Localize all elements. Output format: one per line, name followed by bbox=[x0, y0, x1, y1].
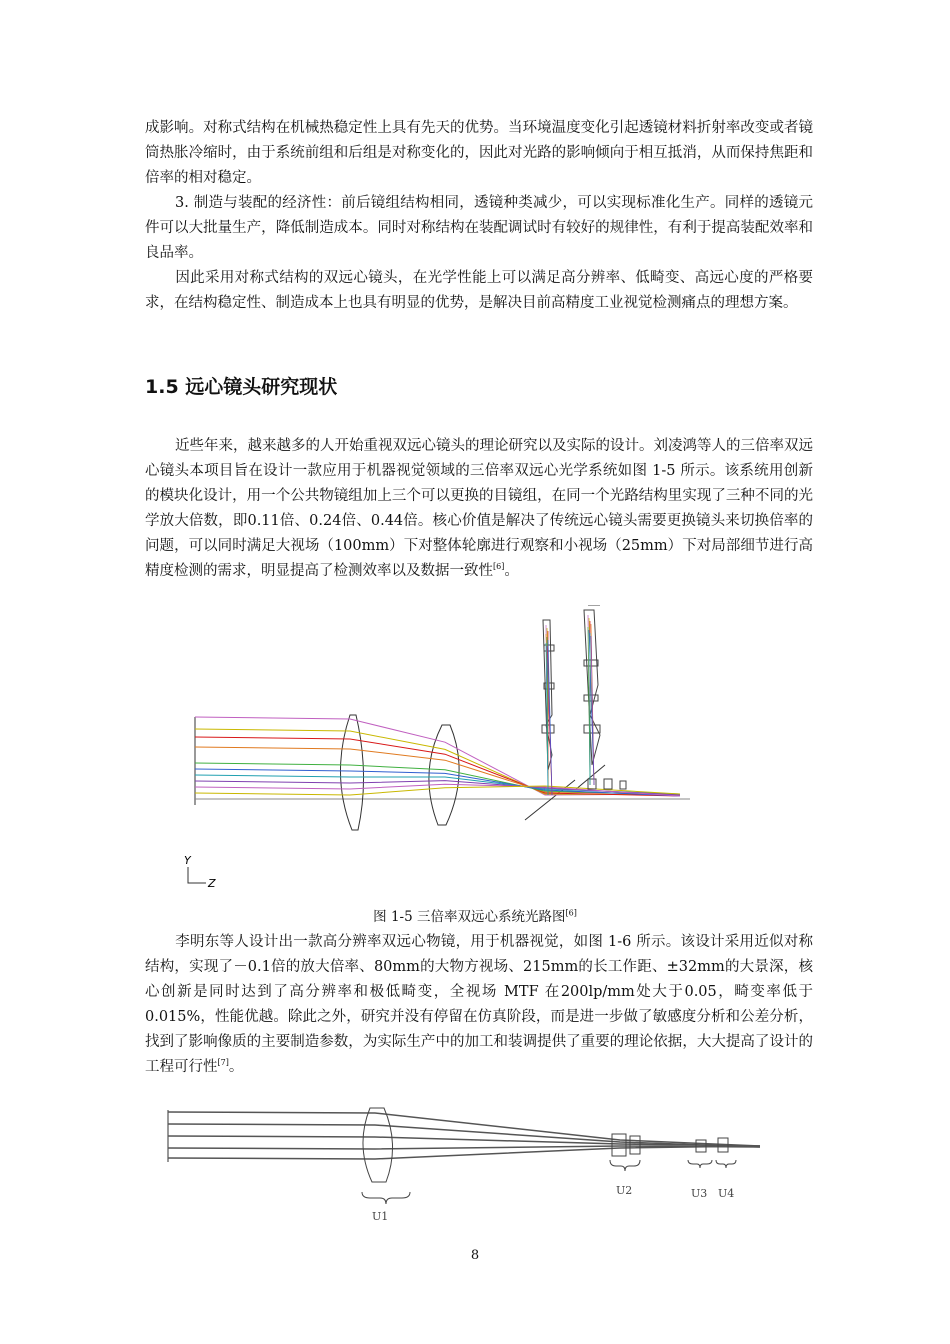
paragraph-manufacturing bbox=[145, 191, 813, 266]
lens-u1 bbox=[363, 1108, 393, 1182]
axis-corner bbox=[188, 867, 206, 883]
axis-y-label: Y bbox=[184, 854, 191, 867]
paragraph-research-2 bbox=[145, 930, 813, 1080]
figure-1-5-caption bbox=[0, 905, 950, 925]
section-heading: 1.5 远心镜头研究现状 bbox=[145, 376, 338, 398]
ray-line bbox=[195, 786, 680, 795]
brace-u4 bbox=[716, 1160, 736, 1168]
ray-line bbox=[195, 737, 680, 796]
lens-u2a bbox=[612, 1134, 626, 1156]
paragraph-conclusion-text: 因此采用对称式结构的双远心镜头，在光学性能上可以满足高分辨率、低畸变、高远心度的严格要求，在结构稳定性、制造成本上也具有明显的优势，是解决目前高精度工业视觉检测痛点的理想方案。 bbox=[145, 270, 813, 311]
ray-line bbox=[168, 1136, 760, 1146]
ray-lines bbox=[168, 1112, 760, 1159]
vertical-rays bbox=[546, 615, 594, 795]
figure-1-5-optical-path bbox=[180, 605, 700, 890]
ray-line bbox=[168, 1124, 760, 1147]
caption-text: 图 1-5 三倍率双远心系统光路图 bbox=[373, 909, 566, 925]
brace-u3 bbox=[688, 1160, 712, 1168]
ray-line bbox=[195, 747, 680, 794]
ray-line bbox=[195, 729, 680, 795]
ray-line bbox=[195, 769, 680, 796]
paragraph-end-mark: 。 bbox=[504, 563, 519, 579]
paragraph-manufacturing-text: 3. 制造与装配的经济性：前后镜组结构相同，透镜种类减少，可以实现标准化生产。同样的透镜元件可以大批量生产，降低制造成本。同时对称结构在装配调试时有较好的规律性，有利于提高装配效率和良品率。 bbox=[145, 195, 813, 261]
eyepiece-groups bbox=[542, 605, 626, 789]
label-u4: U4 bbox=[718, 1187, 735, 1200]
label-u1: U1 bbox=[372, 1210, 389, 1223]
paragraph-research-2-text: 李明东等人设计出一款高分辨率双远心物镜，用于机器视觉，如图 1-6 所示。该设计采用近似对称结构，实现了－0.1倍的放大倍率、80mm的大物方视场、215mm的长工作距、±32mm的大景深，核心创新是同时达到了高分辨率和极低畸变，全视场 MTF 在200lp/mm处大于0.05，畸变率低于0.015%，性能优越。除此之外，研究并没有停留在仿真阶段，而是进一步做了敏感度分析和公差分析，找到了影响像质的主要制造参数，为实际生产中的加工和装调提供了重要的理论依据，大大提高了设计的工程可行性 bbox=[145, 934, 813, 1075]
page-number: 8 bbox=[470, 1248, 480, 1263]
paragraph-end-mark-2: 。 bbox=[228, 1059, 244, 1075]
label-u2: U2 bbox=[616, 1184, 633, 1197]
paragraph-research-1 bbox=[145, 434, 813, 584]
ray-line bbox=[168, 1112, 760, 1146]
citation-ref-7[interactable]: [7] bbox=[217, 1058, 229, 1068]
figure-1-6-objective bbox=[150, 1100, 790, 1225]
paragraph-conclusion bbox=[145, 266, 813, 316]
ray-line bbox=[195, 717, 680, 795]
citation-ref[interactable]: [6] bbox=[493, 562, 505, 572]
axis-z-label: Z bbox=[208, 877, 216, 890]
caption-citation[interactable]: [6] bbox=[565, 908, 577, 918]
ray-bundle bbox=[195, 717, 680, 796]
brace-u1 bbox=[362, 1192, 410, 1204]
label-u3: U3 bbox=[691, 1187, 708, 1200]
brace-u2 bbox=[610, 1160, 640, 1171]
paragraph-continuation: 成影响。对称式结构在机械热稳定性上具有先天的优势。当环境温度变化引起透镜材料折射率改变或者镜筒热胀冷缩时，由于系统前组和后组是对称变化的，因此对光路的影响倾向于相互抵消，从而保持焦距和倍率的相对稳定。 bbox=[145, 120, 813, 186]
paragraph-research-1-text: 近些年来，越来越多的人开始重视双远心镜头的理论研究以及实际的设计。刘凌鸿等人的三倍率双远心镜头本项目旨在设计一款应用于机器视觉领域的三倍率双远心光学系统如图 1-5 所示。该系统用创新的模块化设计，用一个公共物镜组加上三个可以更换的目镜组，在同一个光路结构里实现了三种不同的光学放大倍数，即0.11倍、0.24倍、0.44倍。核心价值是解决了传统远心镜头需要更换镜头来切换倍率的问题，可以同时满足大视场（100mm）下对整体轮廓进行观察和小视场（25mm）下对局部细节进行高精度检测的需求，明显提高了检测效率以及数据一致性 bbox=[145, 438, 813, 579]
